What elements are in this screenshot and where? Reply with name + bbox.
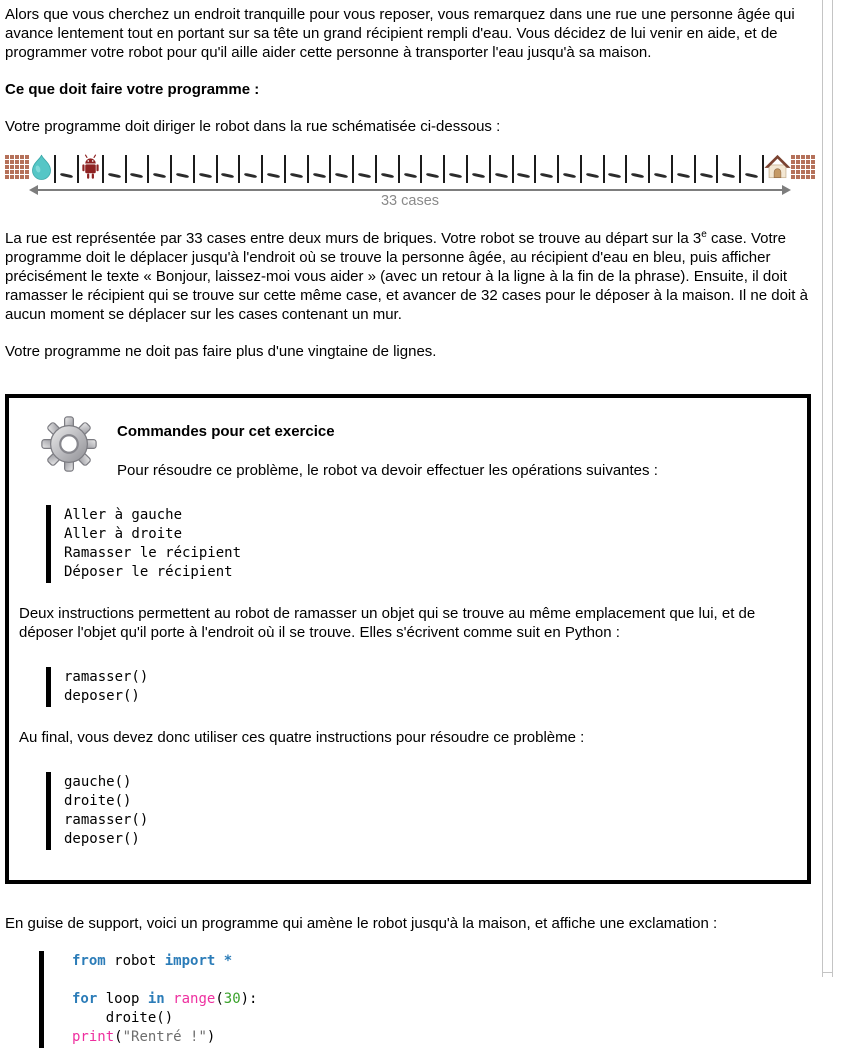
length-constraint-text: Votre programme ne doit pas faire plus d'une vingtaine de lignes. xyxy=(5,343,437,360)
street-case-empty xyxy=(218,154,239,184)
street-case-empty xyxy=(104,154,125,184)
ground-mark-icon xyxy=(381,173,394,179)
ground-mark-icon xyxy=(130,173,143,179)
street-description-part2: case. Votre programme doit le déplacer jusqu'à l'endroit où se trouve la personne âgée, au récipient d'eau en bleu, puis afficher précisément le texte « Bonjour, laissez-moi vous aider » (avec un retour à la ligne à la fin de la phrase). Ensuite, il doit ramasser le récipient qui se trouve sur cette même case, et avancer de 32 cases pour le déposer à la maison. Il ne doit à aucun moment se déplacer sur les cases contenant un mur. xyxy=(5,230,808,323)
street-case-empty xyxy=(559,154,580,184)
support-python-code xyxy=(39,951,815,1048)
street-case-empty xyxy=(718,154,739,184)
street-case-robot xyxy=(79,154,102,184)
street-case-empty xyxy=(263,154,284,184)
street-case-empty xyxy=(514,154,535,184)
ground-mark-icon xyxy=(403,173,416,179)
ground-mark-icon xyxy=(654,173,667,179)
street-case-house xyxy=(764,154,791,184)
street-case-empty xyxy=(536,154,557,184)
operations-list xyxy=(46,505,795,583)
code-line xyxy=(72,971,815,990)
section-heading: Ce que doit faire votre programme : xyxy=(5,81,260,98)
ground-mark-icon xyxy=(699,173,712,179)
ground-mark-icon xyxy=(449,173,462,179)
code-line: deposer() xyxy=(64,831,140,847)
street-measure xyxy=(29,189,791,211)
support-intro-text: En guise de support, voici un programme qui amène le robot jusqu'à la maison, et affiche une exclamation : xyxy=(5,915,718,932)
arrowhead-right-icon xyxy=(782,185,791,195)
street-case-empty xyxy=(468,154,489,184)
ground-mark-icon xyxy=(335,173,348,179)
ground-mark-icon xyxy=(153,173,166,179)
ground-mark-icon xyxy=(176,173,189,179)
code-line: Ramasser le récipient xyxy=(64,545,242,561)
ground-mark-icon xyxy=(290,173,303,179)
code-line: Aller à gauche xyxy=(64,507,183,523)
ground-mark-icon xyxy=(312,173,325,179)
ground-mark-icon xyxy=(358,173,371,179)
street-case-empty xyxy=(377,154,398,184)
robot-icon xyxy=(79,154,102,180)
street-case-empty xyxy=(445,154,466,184)
ground-mark-icon xyxy=(494,173,507,179)
street-case-empty xyxy=(172,154,193,184)
code-line: Déposer le récipient xyxy=(64,564,233,580)
ordinal-superscript: e xyxy=(701,229,707,240)
street-case-empty xyxy=(240,154,261,184)
street-case-empty xyxy=(56,154,77,184)
pickup-code-block xyxy=(46,667,795,707)
ground-mark-icon xyxy=(244,173,257,179)
final-code-block xyxy=(46,772,795,850)
code-line: Aller à droite xyxy=(64,526,183,542)
ground-mark-icon xyxy=(199,173,212,179)
scrollbar-track[interactable] xyxy=(822,0,833,977)
street-case-empty xyxy=(491,154,512,184)
code-line: ramasser() xyxy=(64,669,149,685)
street-case-empty xyxy=(354,154,375,184)
street-case-empty xyxy=(605,154,626,184)
street-description-part1: La rue est représentée par 33 cases entre deux murs de briques. Votre robot se trouve au départ sur la 3 xyxy=(5,230,702,247)
street-case-empty xyxy=(286,154,307,184)
gear-icon xyxy=(41,416,97,477)
ground-mark-icon xyxy=(586,173,599,179)
ground-mark-icon xyxy=(472,173,485,179)
street-case-empty xyxy=(673,154,694,184)
code-line: ramasser() xyxy=(64,812,149,828)
code-line: deposer() xyxy=(64,688,140,704)
measure-arrow xyxy=(35,189,785,191)
intro-paragraph: Alors que vous cherchez un endroit tranquille pour vous reposer, vous remarquez dans une rue une personne âgée qui avance lentement tout en portant sur sa tête un grand récipient rempli d'eau. Vous décidez de lui venir en aide, et de programmer votre robot pour qu'il aille aider cette personne à transporter l'eau jusqu'à sa maison. xyxy=(5,6,795,61)
ground-mark-icon xyxy=(608,173,621,179)
ground-mark-icon xyxy=(517,173,530,179)
ground-mark-icon xyxy=(60,173,73,179)
code-line: for loop in range(30): xyxy=(72,991,258,1007)
brick-wall-icon xyxy=(5,155,29,179)
street-case-empty xyxy=(309,154,330,184)
ground-mark-icon xyxy=(540,173,553,179)
street-diagram xyxy=(5,154,815,186)
code-line: droite() xyxy=(72,1010,174,1026)
street-case-empty xyxy=(195,154,216,184)
ground-mark-icon xyxy=(677,173,690,179)
ground-mark-icon xyxy=(745,173,758,179)
street-length-label: 33 cases xyxy=(380,193,440,209)
ground-mark-icon xyxy=(631,173,644,179)
street-case-empty xyxy=(650,154,671,184)
brick-wall-icon xyxy=(791,155,815,179)
water-container-icon xyxy=(29,154,54,182)
street-case-empty xyxy=(400,154,421,184)
ground-mark-icon xyxy=(267,173,280,179)
ground-mark-icon xyxy=(722,173,735,179)
code-line: print("Rentré !") xyxy=(72,1029,216,1045)
code-line: from robot import * xyxy=(72,953,233,969)
commands-box-header-text xyxy=(117,414,658,480)
street-case-empty xyxy=(627,154,648,184)
pickup-explanation: Deux instructions permettent au robot de ramasser un objet qui se trouve au même emplacement que lui, et de déposer l'objet qu'il porte à l'endroit où il se trouve. Elles s'écrivent comme suit en Python : xyxy=(19,605,756,641)
commands-box-intro: Pour résoudre ce problème, le robot va devoir effectuer les opérations suivantes : xyxy=(117,462,658,479)
arrowhead-left-icon xyxy=(29,185,38,195)
commands-box-header xyxy=(19,414,795,480)
street-case-empty xyxy=(149,154,170,184)
street-description xyxy=(5,229,815,324)
street-case-empty xyxy=(696,154,717,184)
commands-box xyxy=(5,394,811,884)
code-line: gauche() xyxy=(64,774,132,790)
ground-mark-icon xyxy=(221,173,234,179)
street-case-empty xyxy=(331,154,352,184)
ground-mark-icon xyxy=(107,173,120,179)
house-icon xyxy=(764,154,791,181)
street-case-empty xyxy=(127,154,148,184)
code-line: droite() xyxy=(64,793,132,809)
ground-mark-icon xyxy=(563,173,576,179)
street-intro-text: Votre programme doit diriger le robot dans la rue schématisée ci-dessous : xyxy=(5,118,501,135)
street-case-empty xyxy=(582,154,603,184)
street-case-empty xyxy=(422,154,443,184)
final-instructions-text: Au final, vous devez donc utiliser ces quatre instructions pour résoudre ce problème : xyxy=(19,729,585,746)
street-case-water xyxy=(29,154,54,184)
street-case-empty xyxy=(741,154,762,184)
ground-mark-icon xyxy=(426,173,439,179)
commands-box-title: Commandes pour cet exercice xyxy=(117,423,335,440)
